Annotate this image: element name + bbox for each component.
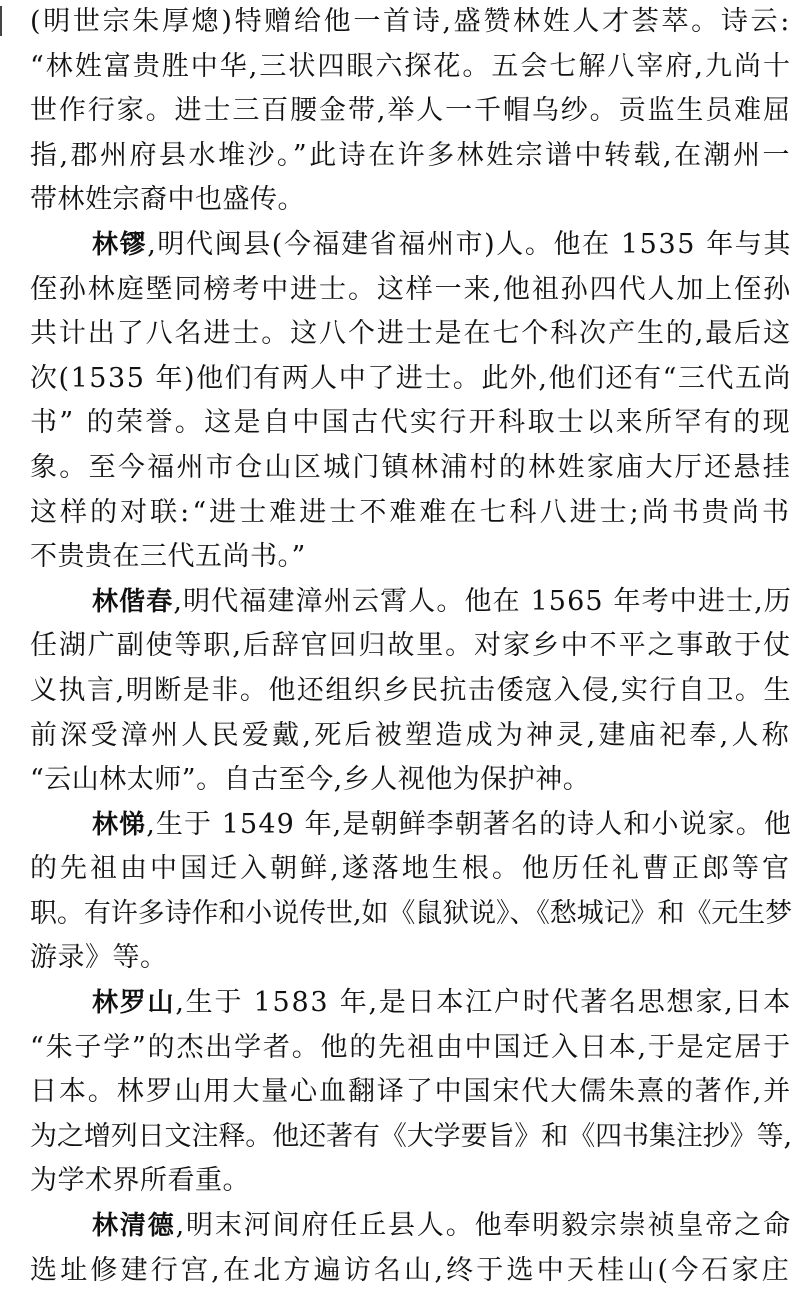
person-name: 林偕春 [92,586,174,617]
paragraph-lin-luoshan [30,981,792,1204]
text-line: 指,郡州府县水堆沙。”此诗在许多林姓宗谱中转载,在潮州一 [30,139,792,171]
person-name: 林罗山 [92,988,176,1019]
text-run: ,明代福建漳州云霄人。他在 1565 年考中进士,历 [173,585,792,617]
text-line: 为之增列日文注释。他还著有《大学要旨》和《四书集注抄》等, [30,1120,792,1152]
text-line [30,803,792,848]
text-line: 游录》等。 [30,942,168,974]
text-line: 这样的对联:“进士难进士不难难在七科八进士;尚书贵尚书 [30,496,792,528]
text-line [30,1204,792,1249]
person-name: 林镠 [92,229,148,260]
text-run: ,明代闽县(今福建省福州市)人。他在 1535 年与其 [147,228,792,260]
text-line: 职。有许多诗作和小说传世,如《鼠狱说》、《愁城记》和《元生梦 [30,897,792,929]
text-line: 世作行家。进士三百腰金带,举人一千帽乌纱。贡监生员难屈 [30,95,792,127]
text-line: 象。至今福州市仓山区城门镇林浦村的林姓家庙大厅还悬挂 [30,451,792,483]
text-line: 书” 的荣誉。这是自中国古代实行开科取士以来所罕有的现 [30,407,792,439]
person-name: 林清德 [92,1211,176,1242]
text-line: 选址修建行宫,在北方遍访名山,终于选中天桂山(今石家庄 [30,1254,792,1286]
text-line: 次(1535 年)他们有两人中了进士。此外,他们还有“三代五尚 [30,362,792,394]
text-run: ,生于 1549 年,是朝鲜李朝著名的诗人和小说家。他 [146,808,792,840]
paragraph-lin-ti [30,803,792,981]
text-line: “云山林太师”。自古至今,乡人视他为保护神。 [30,764,591,796]
text-line: 为学术界所看重。 [30,1165,250,1197]
paragraph-lin-liu [30,223,792,580]
text-line: 侄孙林庭塈同榜考中进士。这样一来,他祖孙四代人加上侄孙 [30,273,792,305]
text-line: (明世宗朱厚熜)特赠给他一首诗,盛赞林姓人才荟萃。诗云: [30,6,792,37]
text-line: “朱子学”的杰出学者。他的先祖由中国迁入日本,于是定居于 [30,1031,792,1063]
text-line [30,223,792,268]
paragraph-lin-qingde [30,1204,792,1293]
text-block [30,0,792,1293]
text-line [30,580,792,625]
page-edge-mark [0,6,2,36]
text-line: 义执言,明断是非。他还组织乡民抗击倭寇入侵,实行自卫。生 [30,674,792,706]
person-name: 林悌 [92,809,147,840]
text-run: ,生于 1583 年,是日本江户时代著名思想家,日本 [175,987,792,1019]
text-line: 任湖广副使等职,后辞官回归故里。对家乡中不平之事敢于仗 [30,630,792,662]
text-line: 前深受漳州人民爱戴,死后被塑造成为神灵,建庙祀奉,人称 [30,719,792,751]
text-run: ,明末河间府任丘县人。他奉明毅宗崇祯皇帝之命 [175,1210,792,1242]
text-line: 共计出了八名进士。这八个进士是在七个科次产生的,最后这 [30,318,792,350]
text-line: “林姓富贵胜中华,三状四眼六探花。五会七解八宰府,九尚十 [30,50,792,82]
paragraph-continuation [30,0,792,223]
text-line: 带林姓宗裔中也盛传。 [30,184,305,216]
text-line: 日本。林罗山用大量心血翻译了中国宋代大儒朱熹的著作,并 [30,1076,792,1108]
text-line [30,981,792,1026]
text-line: 的先祖由中国迁入朝鲜,遂落地生根。他历任礼曹正郎等官 [30,853,792,885]
text-line: 不贵贵在三代五尚书。” [30,541,306,573]
paragraph-lin-xiechun [30,580,792,803]
